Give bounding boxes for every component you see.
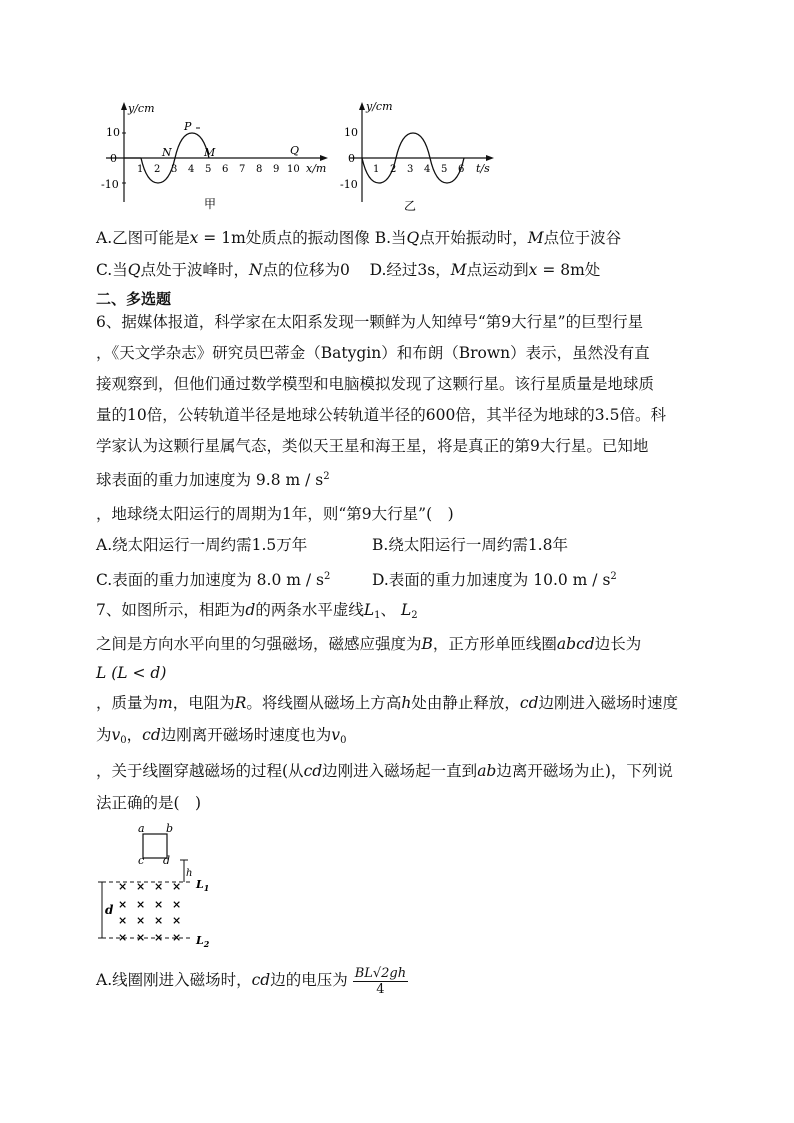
gap-d-label: d	[105, 903, 114, 917]
q6-line-5: 学家认为这颗行星属气态，类似天王星和海王星，将是真正的第9大行星。已知地	[96, 437, 649, 455]
jia-point-q: Q	[290, 144, 300, 157]
jia-x-tick-9: 9	[273, 164, 280, 175]
field-cross: ×	[118, 914, 128, 927]
yi-x-tick-1: 1	[373, 164, 380, 175]
coil-corner-b: b	[166, 822, 174, 835]
q7-line-6: ，关于线圈穿越磁场的过程(从cd边刚进入磁场起一直到ab边离开磁场为止)，下列说	[96, 762, 673, 780]
q6-line-2: ，《天文学杂志》研究员巴蒂金（Batygin）和布朗（Brown）表示，虽然没有直	[96, 344, 650, 362]
jia-y-tick-neg10: -10	[101, 178, 119, 191]
q6-option-b: B.绕太阳运行一周约需1.8年	[372, 536, 568, 554]
yi-y-tick-10: 10	[344, 126, 358, 139]
line-l1-label: $L_1$	[196, 878, 210, 893]
q6-line-6: 球表面的重力加速度为 9.8 m / $s^2$	[96, 471, 330, 489]
yi-x-tick-4: 4	[424, 164, 431, 175]
field-cross: ×	[136, 931, 146, 944]
coil-corner-a: a	[138, 822, 145, 835]
q7-option-a: A.线圈刚进入磁场时，cd边的电压为 $\frac{BL√2gh}{4}$	[96, 965, 407, 997]
q6-line-7: ，地球绕太阳运行的周期为1年，则“第9大行星”( )	[96, 505, 454, 523]
field-cross: ×	[154, 931, 164, 944]
q6-line-3: 接观察到，但他们通过数学模型和电脑模拟发现了这颗行星。该行星质量是地球质	[96, 375, 655, 393]
q7-magnetic-field-figure	[96, 820, 236, 955]
jia-x-tick-2: 2	[154, 164, 161, 175]
q5-option-cd: C.当Q点处于波峰时，N点的位移为0 D.经过3s，M点运动到x = 8m处	[96, 261, 601, 279]
jia-point-n: N	[162, 146, 172, 159]
yi-caption: 乙	[404, 199, 417, 213]
jia-x-tick-4: 4	[188, 164, 195, 175]
field-cross: ×	[154, 880, 164, 893]
jia-x-tick-8: 8	[256, 164, 263, 175]
yi-x-tick-3: 3	[407, 164, 414, 175]
field-crosses	[118, 880, 181, 944]
field-cross: ×	[172, 880, 182, 893]
field-cross: ×	[172, 898, 182, 911]
jia-x-tick-10: 10	[287, 164, 300, 175]
yi-y-tick-neg10: -10	[340, 178, 358, 191]
q6-option-d: D.表面的重力加速度为 10.0 m / $s^2$	[372, 571, 617, 589]
yi-x-tick-6: 6	[458, 164, 465, 175]
q6-line-1: 6、据媒体报道，科学家在太阳系发现一颗鲜为人知绰号“第9大行星”的巨型行星	[96, 313, 644, 331]
jia-y-axis-label: y/cm	[128, 102, 155, 115]
yi-x-axis-label: t/s	[476, 162, 490, 175]
coil-corner-d: d	[163, 854, 171, 867]
yi-y-axis-label: y/cm	[366, 100, 393, 113]
field-cross: ×	[118, 880, 128, 893]
jia-y-tick-10: 10	[106, 126, 120, 139]
jia-x-tick-7: 7	[239, 164, 246, 175]
q7-line-2: 之间是方向水平向里的匀强磁场，磁感应强度为B，正方形单匝线圈abcd边长为	[96, 635, 642, 653]
q7-line-5: 为$v_0$，cd边刚离开磁场时速度也为$v_0$	[96, 726, 347, 746]
jia-x-tick-6: 6	[222, 164, 229, 175]
field-cross: ×	[136, 898, 146, 911]
jia-y-tick-0: 0	[110, 152, 117, 165]
q6-option-a: A.绕太阳运行一周约需1.5万年	[96, 536, 308, 554]
q7-line-4: ，质量为m，电阻为R。将线圈从磁场上方高h处由静止释放，cd边刚进入磁场时速度	[96, 694, 679, 712]
q6-line-4: 量的10倍，公转轨道半径是地球公转轨道半径的600倍，其半径为地球的3.5倍。科	[96, 406, 666, 424]
q6-option-c: C.表面的重力加速度为 8.0 m / $s^2$	[96, 571, 331, 589]
voltage-fraction: $\frac{BL√2gh}{4}$	[354, 965, 407, 997]
q7-line-3: L (L < d)	[96, 664, 167, 682]
jia-x-tick-1: 1	[137, 164, 144, 175]
coil-corner-c: c	[138, 854, 145, 867]
field-cross: ×	[154, 898, 164, 911]
height-h-label: h	[186, 868, 193, 879]
jia-point-m: M	[204, 146, 216, 159]
q5-option-ab: A.乙图可能是x = 1m处质点的振动图像 B.当Q点开始振动时，M点位于波谷	[96, 229, 622, 247]
field-cross: ×	[118, 931, 128, 944]
jia-x-axis-label: x/m	[306, 162, 327, 175]
jia-x-tick-3: 3	[171, 164, 178, 175]
yi-x-tick-2: 2	[390, 164, 397, 175]
field-cross: ×	[118, 898, 128, 911]
field-cross: ×	[154, 914, 164, 927]
q7-line-7: 法正确的是( )	[96, 794, 202, 812]
jia-x-tick-5: 5	[205, 164, 212, 175]
field-cross: ×	[136, 880, 146, 893]
wave-figure-yi	[340, 98, 500, 216]
wave-figure-jia	[96, 100, 336, 215]
jia-point-p: P	[184, 120, 192, 133]
field-cross: ×	[172, 914, 182, 927]
yi-y-tick-0: 0	[348, 152, 355, 165]
field-cross: ×	[136, 914, 146, 927]
line-l2-label: $L_2$	[196, 934, 210, 949]
jia-caption: 甲	[204, 197, 217, 211]
yi-x-tick-5: 5	[441, 164, 448, 175]
q7-line-1: 7、如图所示，相距为d的两条水平虚线$L_1$、 $L_2$	[96, 601, 418, 621]
section-heading: 二、多选题	[96, 290, 172, 308]
field-cross: ×	[172, 931, 182, 944]
